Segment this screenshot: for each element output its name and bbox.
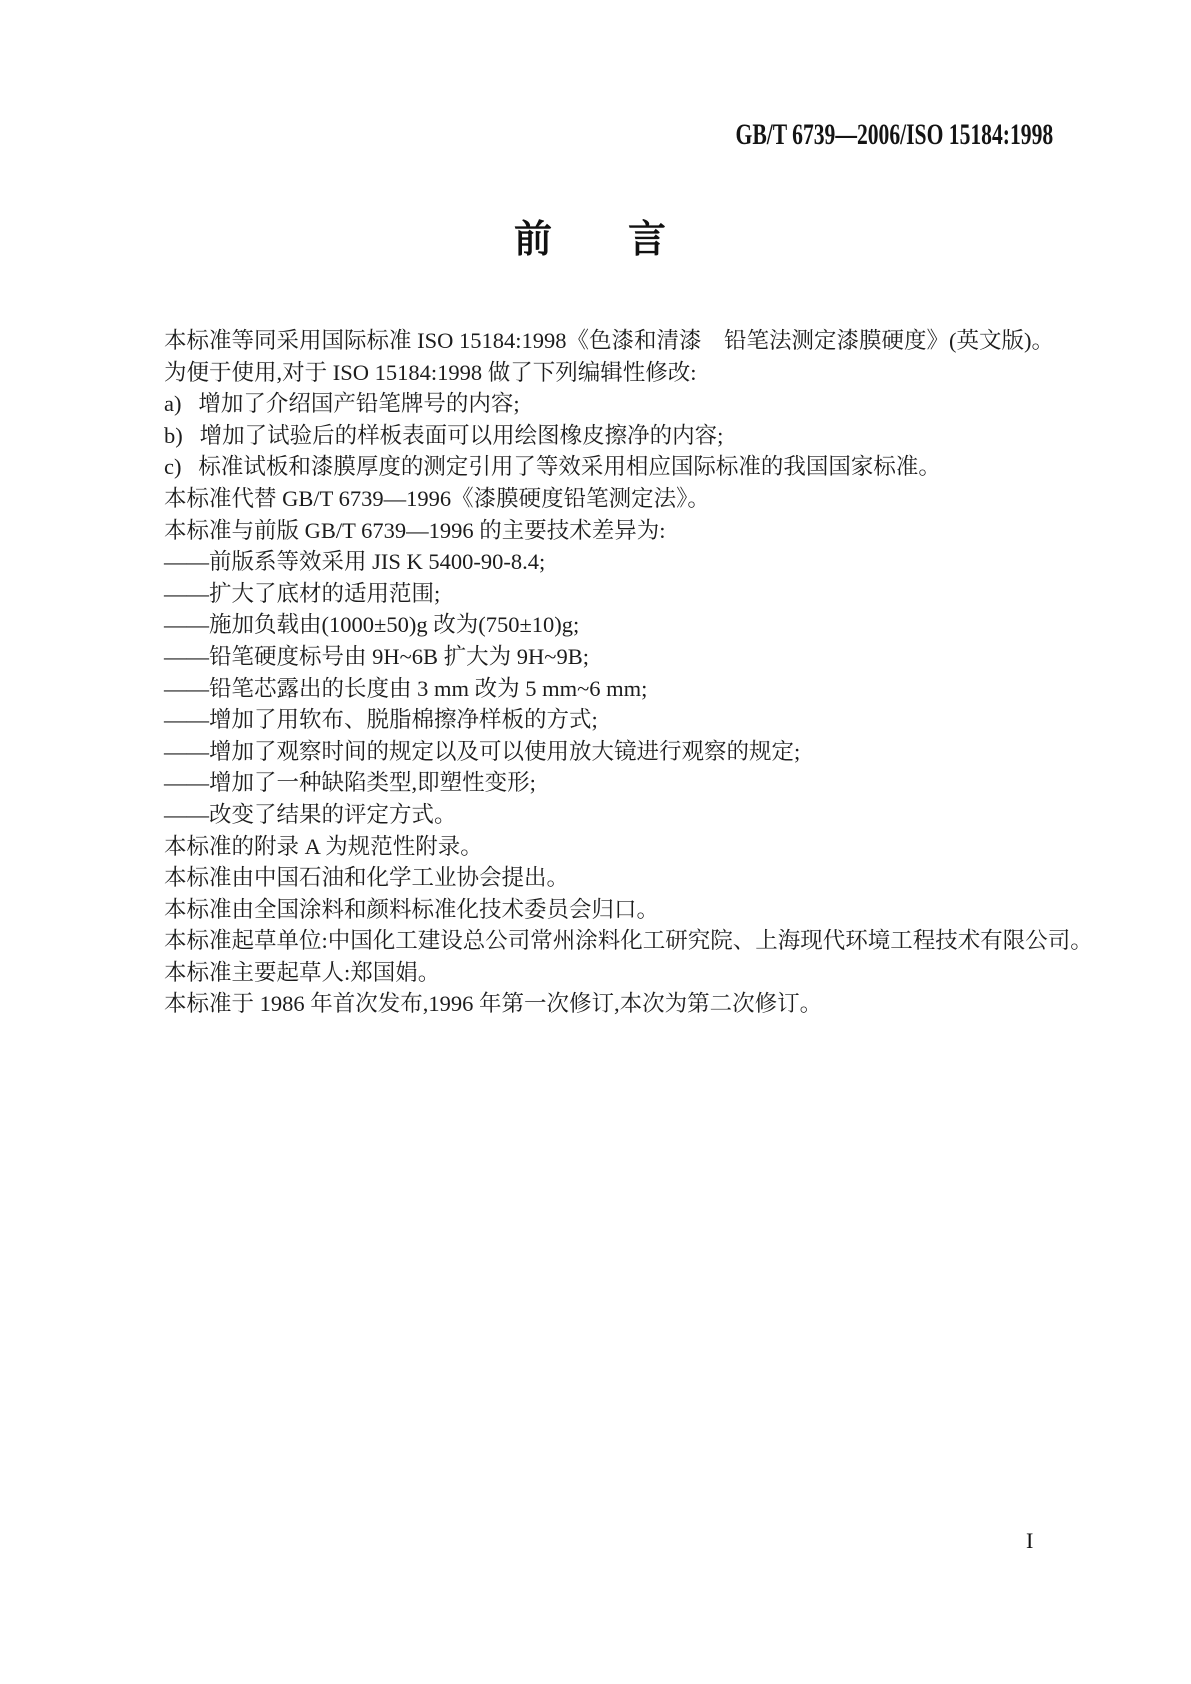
body-line: 本标准由全国涂料和颜料标准化技术委员会归口。	[164, 896, 660, 922]
body-line: 本标准的附录 A 为规范性附录。	[164, 833, 483, 859]
body-line-dash-item: ——改变了结果的评定方式。	[164, 801, 457, 827]
body-line-dash-item: ——增加了观察时间的规定以及可以使用放大镜进行观察的规定;	[164, 738, 801, 764]
body-line-dash-item: ——铅笔硬度标号由 9H~6B 扩大为 9H~9B;	[164, 643, 589, 669]
page-title: 前 言	[513, 219, 666, 261]
body-line-dash-item: ——扩大了底材的适用范围;	[164, 580, 441, 606]
body-line-item-b: b) 增加了试验后的样板表面可以用绘图橡皮擦净的内容;	[164, 422, 724, 448]
body-line: 本标准代替 GB/T 6739—1996《漆膜硬度铅笔测定法》。	[164, 485, 710, 511]
body-line: 本标准于 1986 年首次发布,1996 年第一次修订,本次为第二次修订。	[164, 991, 823, 1017]
body-line-dash-item: ——前版系等效采用 JIS K 5400-90-8.4;	[164, 549, 546, 575]
body-line-item-c: c) 标准试板和漆膜厚度的测定引用了等效采用相应国际标准的我国国家标准。	[164, 454, 941, 480]
body-line: 本标准由中国石油和化学工业协会提出。	[164, 865, 570, 891]
standard-number-header: GB/T 6739—2006/ISO 15184:1998	[735, 118, 1053, 151]
page-number: I	[1026, 1528, 1034, 1553]
body-line: 为便于使用,对于 ISO 15184:1998 做了下列编辑性修改:	[164, 359, 697, 385]
body-line: 本标准等同采用国际标准 ISO 15184:1998《色漆和清漆 铅笔法测定漆膜硬度》(英文版)。	[164, 328, 1054, 353]
body-line-dash-item: ——增加了一种缺陷类型,即塑性变形;	[164, 770, 536, 796]
body-line-item-a: a) 增加了介绍国产铅笔牌号的内容;	[164, 391, 520, 417]
foreword-body	[164, 325, 1124, 1020]
body-line: 本标准与前版 GB/T 6739—1996 的主要技术差异为:	[164, 517, 666, 543]
body-line: 本标准主要起草人:郑国娟。	[164, 959, 441, 985]
body-line-dash-item: ——施加负载由(1000±50)g 改为(750±10)g;	[164, 612, 580, 638]
body-line: 本标准起草单位:中国化工建设总公司常州涂料化工研究院、上海现代环境工程技术有限公司。	[164, 928, 1093, 954]
body-line-dash-item: ——铅笔芯露出的长度由 3 mm 改为 5 mm~6 mm;	[164, 675, 648, 701]
body-line-dash-item: ——增加了用软布、脱脂棉擦净样板的方式;	[164, 707, 598, 733]
